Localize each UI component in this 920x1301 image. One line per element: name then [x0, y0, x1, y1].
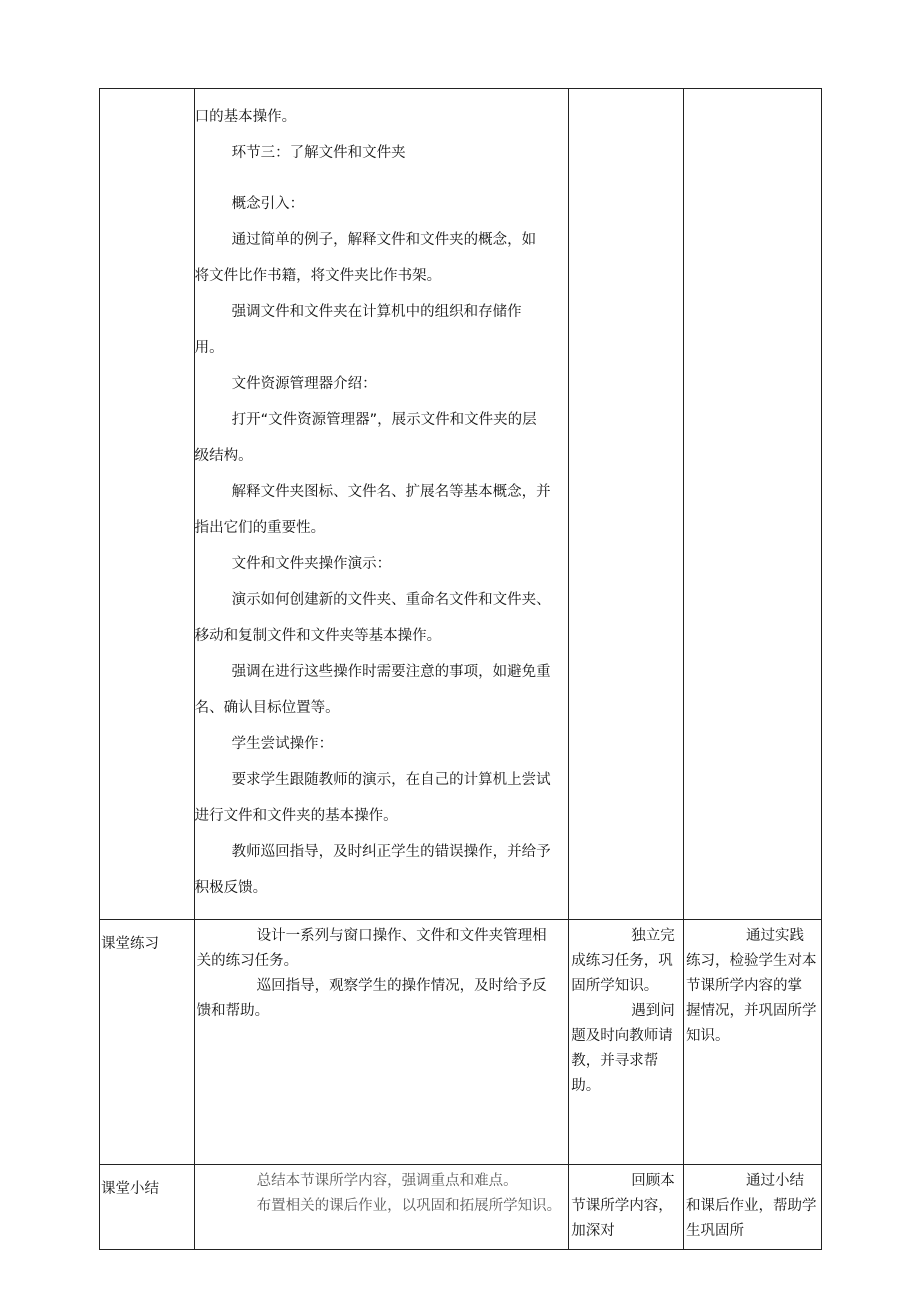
paragraph-line: 打开“文件资源管理器”，展示文件和文件夹的层 — [231, 412, 537, 428]
paragraph-line: 馈和帮助。 — [196, 1003, 270, 1019]
design-intent-cell — [684, 920, 822, 1165]
paragraph-line: 强调文件和文件夹在计算机中的组织和存储作 — [231, 304, 522, 320]
paragraph-line: 将文件比作书籍，将文件夹比作书架。 — [194, 268, 442, 284]
paragraph-line: 遇到问 — [631, 1003, 675, 1019]
stage-label-cell — [100, 1165, 195, 1250]
student-activity-cell — [569, 920, 684, 1165]
paragraph-line: 级结构。 — [194, 448, 253, 464]
paragraph-line: 概念引入： — [231, 196, 305, 212]
paragraph-line: 练习，检验学生对本 — [686, 953, 817, 969]
paragraph-line: 口的基本操作。 — [194, 109, 297, 125]
paragraph-line: 通过小结 — [746, 1173, 805, 1189]
stage-label: 课堂小结 — [101, 1181, 159, 1197]
paragraph-line: 用。 — [194, 340, 224, 356]
teacher-activity-text — [197, 1169, 569, 1219]
paragraph-line: 总结本节课所学内容，强调重点和难点。 — [256, 1173, 518, 1189]
table-row-practice — [100, 920, 822, 1165]
paragraph-line: 关的练习任务。 — [196, 953, 299, 969]
paragraph-line: 指出它们的重要性。 — [194, 520, 326, 536]
paragraph-line — [195, 171, 569, 186]
paragraph-line: 强调在进行这些操作时需要注意的事项，如避免重 — [231, 664, 551, 680]
paragraph-line: 教师巡回指导，及时纠正学生的错误操作，并给予 — [231, 844, 551, 860]
paragraph-line: 和课后作业，帮助学 — [686, 1198, 817, 1214]
paragraph-line: 布置相关的课后作业，以巩固和拓展所学知识。 — [256, 1198, 562, 1214]
student-activity-cell — [569, 89, 684, 920]
lesson-plan-table — [99, 88, 822, 1250]
teacher-activity-text — [195, 99, 569, 906]
stage-label-cell — [100, 920, 195, 1165]
table-row-continuation — [100, 89, 822, 920]
paragraph-line: 生巩固所 — [686, 1223, 745, 1239]
stage-label: 课堂练习 — [101, 936, 159, 952]
student-activity-text — [571, 924, 683, 1099]
design-intent-text — [686, 924, 821, 1049]
design-intent-cell — [684, 89, 822, 920]
paragraph-line: 独立完 — [631, 928, 675, 944]
paragraph-line: 环节三：了解文件和文件夹 — [231, 145, 406, 161]
paragraph-line: 节课所学内容的掌 — [686, 978, 803, 994]
paragraph-line: 通过实践 — [746, 928, 805, 944]
paragraph-line: 回顾本 — [631, 1173, 675, 1189]
paragraph-line: 知识。 — [686, 1028, 730, 1044]
teacher-activity-text — [197, 924, 569, 1024]
paragraph-line: 题及时向教师请 — [571, 1028, 673, 1044]
teacher-activity-cell — [194, 89, 569, 920]
paragraph-line: 通过简单的例子，解释文件和文件夹的概念，如 — [231, 232, 537, 248]
paragraph-line: 设计一系列与窗口操作、文件和文件夹管理相 — [256, 928, 547, 944]
design-intent-text — [686, 1169, 821, 1244]
paragraph-line: 文件和文件夹操作演示： — [231, 556, 392, 572]
paragraph-line: 解释文件夹图标、文件名、扩展名等基本概念，并 — [231, 484, 551, 500]
table-row-summary — [100, 1165, 822, 1250]
paragraph-line: 移动和复制文件和文件夹等基本操作。 — [194, 628, 442, 644]
paragraph-line: 演示如何创建新的文件夹、重命名文件和文件夹、 — [231, 592, 551, 608]
paragraph-line: 名、确认目标位置等。 — [194, 700, 340, 716]
paragraph-line: 节课所学内容， — [571, 1198, 673, 1214]
paragraph-line: 积极反馈。 — [194, 880, 268, 896]
paragraph-line: 文件资源管理器介绍： — [231, 376, 377, 392]
teacher-activity-cell — [194, 1165, 569, 1250]
paragraph-line: 进行文件和文件夹的基本操作。 — [194, 808, 398, 824]
paragraph-line: 巡回指导，观察学生的操作情况，及时给予反 — [256, 978, 547, 994]
student-activity-cell — [569, 1165, 684, 1250]
paragraph-line: 要求学生跟随教师的演示，在自己的计算机上尝试 — [231, 772, 551, 788]
paragraph-line: 加深对 — [571, 1223, 615, 1239]
paragraph-line: 教，并寻求帮助。 — [571, 1053, 659, 1094]
paragraph-line: 成练习任务，巩 — [571, 953, 673, 969]
design-intent-cell — [684, 1165, 822, 1250]
student-activity-text — [571, 1169, 683, 1244]
paragraph-line: 学生尝试操作： — [231, 736, 334, 752]
paragraph-line: 固所学知识。 — [571, 978, 659, 994]
stage-label-cell — [100, 89, 195, 920]
paragraph-line: 握情况，并巩固所学 — [686, 1003, 817, 1019]
teacher-activity-cell — [194, 920, 569, 1165]
